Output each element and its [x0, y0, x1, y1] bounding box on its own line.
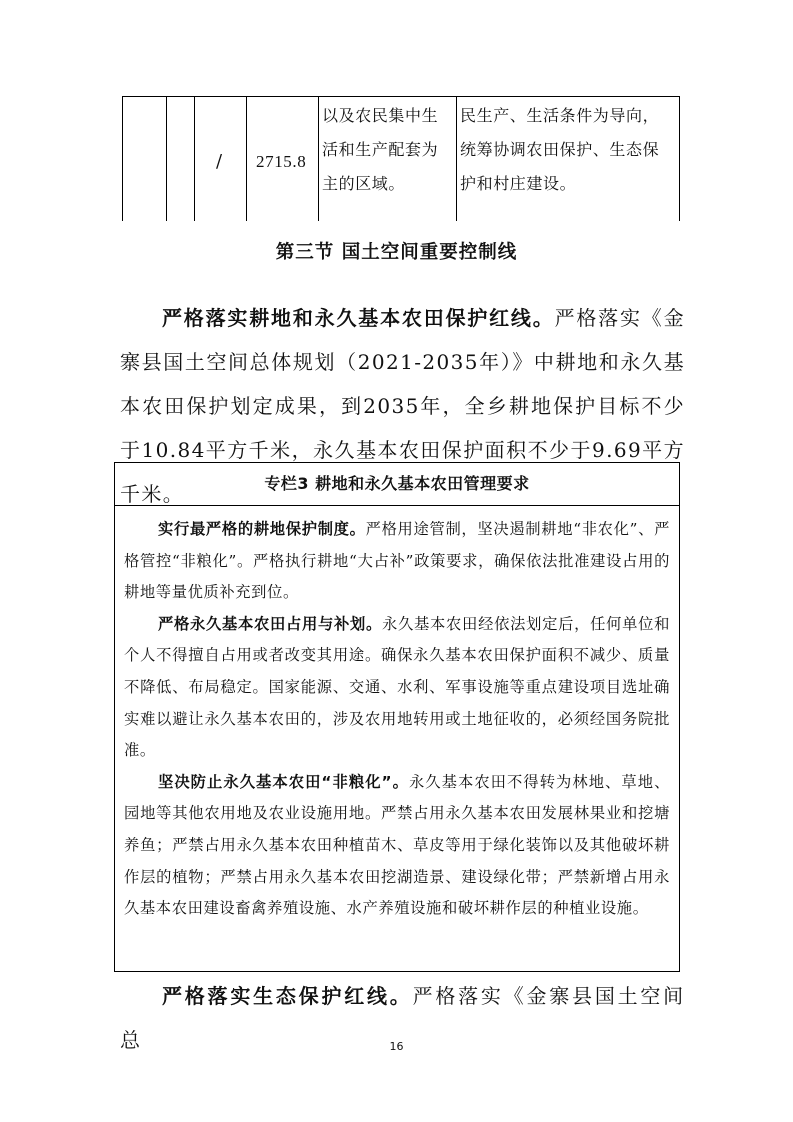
paragraph-lead: 严格落实耕地和永久基本农田保护红线。 — [162, 306, 555, 330]
column-box-farmland-requirements — [114, 462, 680, 972]
page-number: 16 — [389, 1040, 404, 1053]
table-cell-line: 统筹协调农田保护、生态保 — [460, 140, 660, 159]
box-item-lead: 严格永久基本农田占用与补划。 — [158, 614, 383, 633]
table-cell-line: 民生产、生活条件为导向， — [460, 106, 660, 125]
paragraph-lead: 严格落实生态保护红线。 — [162, 984, 413, 1008]
table-cell-area: 2715.8 — [256, 152, 307, 171]
table-cell-description — [322, 99, 438, 201]
box-item-text: 永久基本农田经依法划定后，任何单位和个人不得擅自占用或者改变其用途。确保永久基本农田保护面积不减少、质量不降低、布局稳定。国家能源、交通、水利、军事设施等重点建设项目选址确实难以避让永久基本农田的，涉及农用地转用或土地征收的，必须经国务院批准。 — [124, 614, 670, 760]
table-cell-guidance — [460, 99, 659, 201]
table-column-divider — [166, 97, 167, 221]
table-column-divider — [456, 97, 457, 221]
table-cell-line: 护和村庄建设。 — [460, 174, 577, 193]
box-item-lead: 实行最严格的耕地保护制度。 — [158, 520, 366, 538]
paragraph-text: 严格落实《金寨县国土空间总体规划（2021-2035年）》中耕地和永久基本农田保护划定成果，到2035年，全乡耕地保护目标不少于10.84平方千米，永久基本农田保护面积不少于9.69平方千米。 — [120, 306, 686, 506]
box-item-lead: 坚决防止永久基本农田“非粮化”。 — [158, 772, 409, 791]
table-border-left — [122, 97, 123, 221]
box-item-text: 永久基本农田不得转为林地、草地、园地等其他农用地及农业设施用地。严禁占用永久基本农田发展林果业和挖塘养鱼；严禁占用永久基本农田种植苗木、草皮等用于绿化装饰以及其他破坏耕作层的植物；严禁占用永久基本农田挖湖造景、建设绿化带；严禁新增占用永久基本农田建设畜禽养殖设施、水产养殖设施和破坏耕作层的种植业设施。 — [124, 772, 670, 918]
paragraph-text: 严格落实《金寨县国土空间总 — [120, 984, 685, 1052]
box-item-text: 严格用途管制，坚决遏制耕地“非农化”、严格管控“非粮化”。严格执行耕地“大占补”政策要求，确保依法批准建设占用的耕地等量优质补充到位。 — [124, 520, 670, 602]
table-cell-line: 以及农民集中生 — [322, 106, 439, 125]
table-border-right — [679, 97, 680, 221]
table-column-divider — [246, 97, 247, 221]
box-item — [124, 514, 670, 609]
table-cell-line: 主的区域。 — [322, 174, 406, 193]
table-cell-slash: / — [216, 151, 223, 172]
box-body — [115, 506, 679, 925]
box-title: 专栏3 耕地和永久基本农田管理要求 — [115, 463, 679, 506]
box-item — [124, 767, 670, 925]
section-title: 第三节 国土空间重要控制线 — [275, 242, 518, 263]
table-column-divider — [194, 97, 195, 221]
table-column-divider — [318, 97, 319, 221]
box-item — [124, 609, 670, 767]
table-cell-line: 活和生产配套为 — [322, 140, 439, 159]
land-use-table-fragment — [122, 96, 680, 221]
